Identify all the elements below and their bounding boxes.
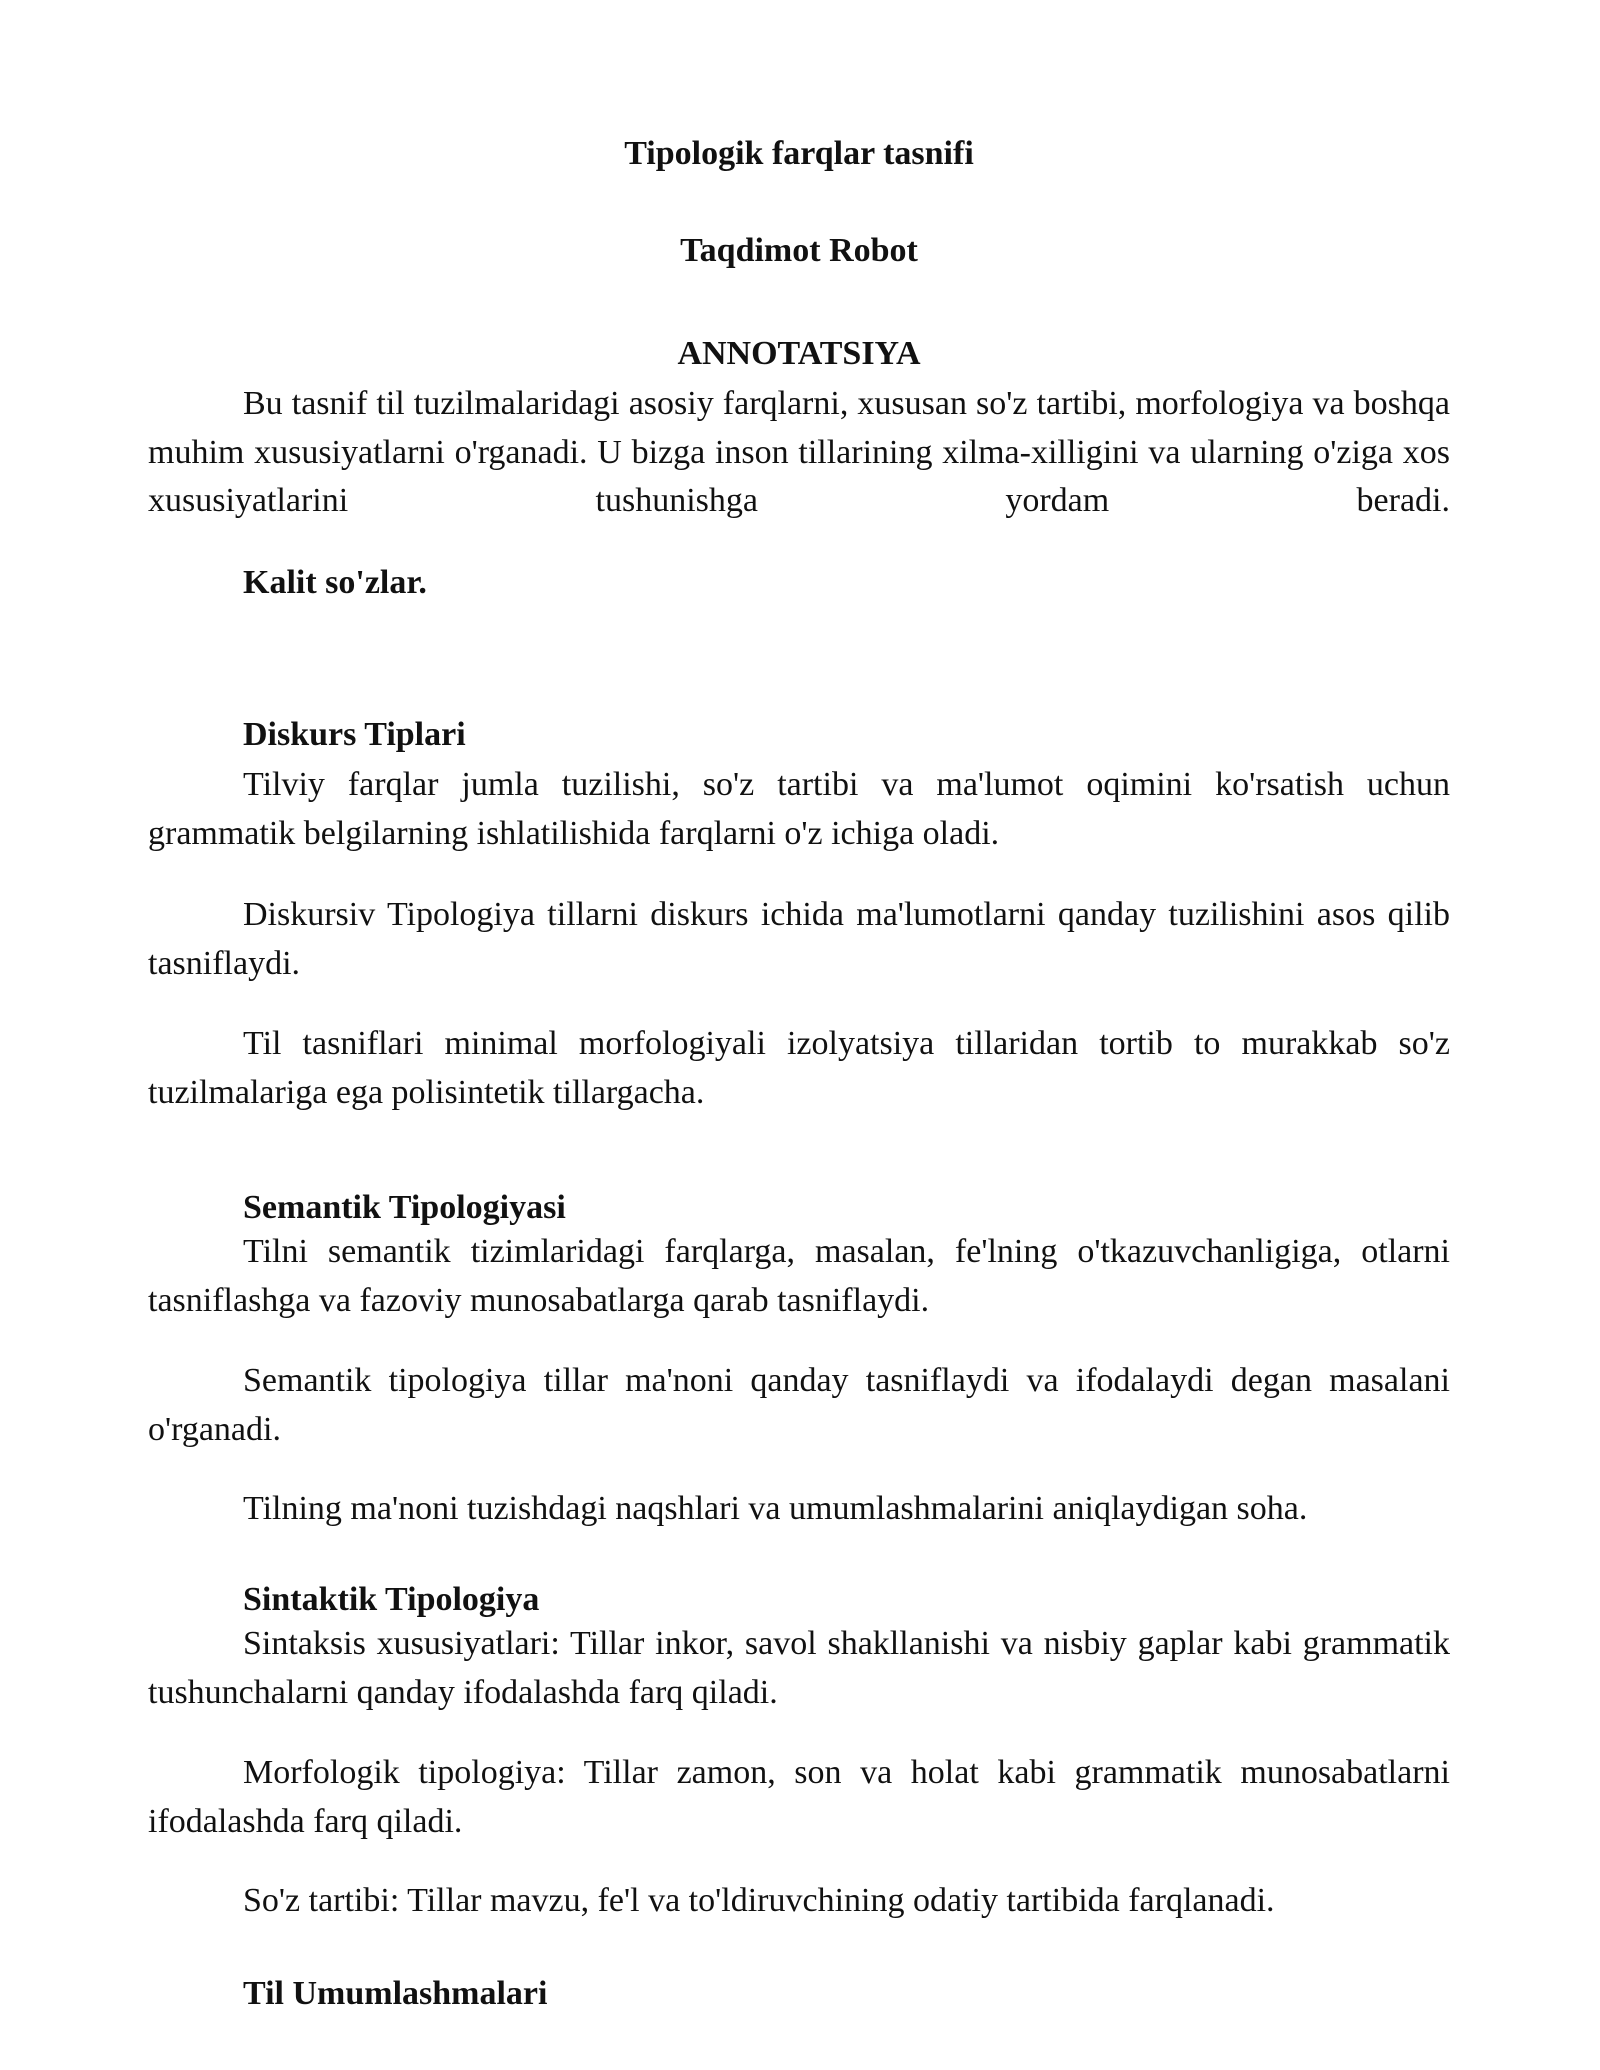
annotation-heading: ANNOTATSIYA <box>677 335 921 372</box>
section-heading-semantik-tipologiyasi: Semantik Tipologiyasi <box>243 1189 566 1226</box>
section-paragraph: Sintaksis xususiyatlari: Tillar inkor, savol shakllanishi va nisbiy gaplar kabi grammatik tushunchalarni qanday ifodalashda farq qiladi. <box>148 1625 1450 1711</box>
section-paragraph: So'z tartibi: Tillar mavzu, fe'l va to'ldiruvchining odatiy tartibida farqlanadi. <box>243 1882 1275 1919</box>
section-paragraph: Tilviy farqlar jumla tuzilishi, so'z tartibi va ma'lumot oqimini ko'rsatish uchun grammatik belgilarning ishlatilishida farqlarni o'z ichiga oladi. <box>148 766 1450 852</box>
document-title: Tipologik farqlar tasnifi <box>624 135 974 172</box>
annotation-text: Bu tasnif til tuzilmalaridagi asosiy farqlarni, xususan so'z tartibi, morfologiya va boshqa muhim xususiyatlarni o'rganadi. U bizga inson tillarining xilma-xilligini va ularning o'ziga xos xususiyatlarini tushunishga yordam beradi. <box>148 385 1450 519</box>
section-paragraph: Diskursiv Tipologiya tillarni diskurs ichida ma'lumotlarni qanday tuzilishini asos qilib tasniflaydi. <box>148 896 1450 982</box>
section-paragraph: Morfologik tipologiya: Tillar zamon, son va holat kabi grammatik munosabatlarni ifodalashda farq qiladi. <box>148 1754 1450 1840</box>
section-heading-til-umumlashmalari: Til Umumlashmalari <box>243 1975 548 2012</box>
section-paragraph: Semantik tipologiya tillar ma'noni qanday tasniflaydi va ifodalaydi degan masalani o'rganadi. <box>148 1362 1450 1448</box>
section-heading-sintaktik-tipologiya: Sintaktik Tipologiya <box>243 1581 540 1618</box>
section-paragraph: Til tasniflari minimal morfologiyali izolyatsiya tillaridan tortib to murakkab so'z tuzilmalariga ega polisintetik tillargacha. <box>148 1025 1450 1111</box>
keywords-label: Kalit so'zlar. <box>243 564 427 601</box>
section-heading-diskurs-tiplari: Diskurs Tiplari <box>243 716 466 753</box>
section-paragraph: Tilni semantik tizimlaridagi farqlarga, masalan, fe'lning o'tkazuvchanligiga, otlarni tasniflashga va fazoviy munosabatlarga qarab tasniflaydi. <box>148 1233 1450 1319</box>
section-paragraph: Tilning ma'noni tuzishdagi naqshlari va umumlashmalarini aniqlaydigan soha. <box>243 1490 1308 1527</box>
document-author: Taqdimot Robot <box>680 232 918 269</box>
